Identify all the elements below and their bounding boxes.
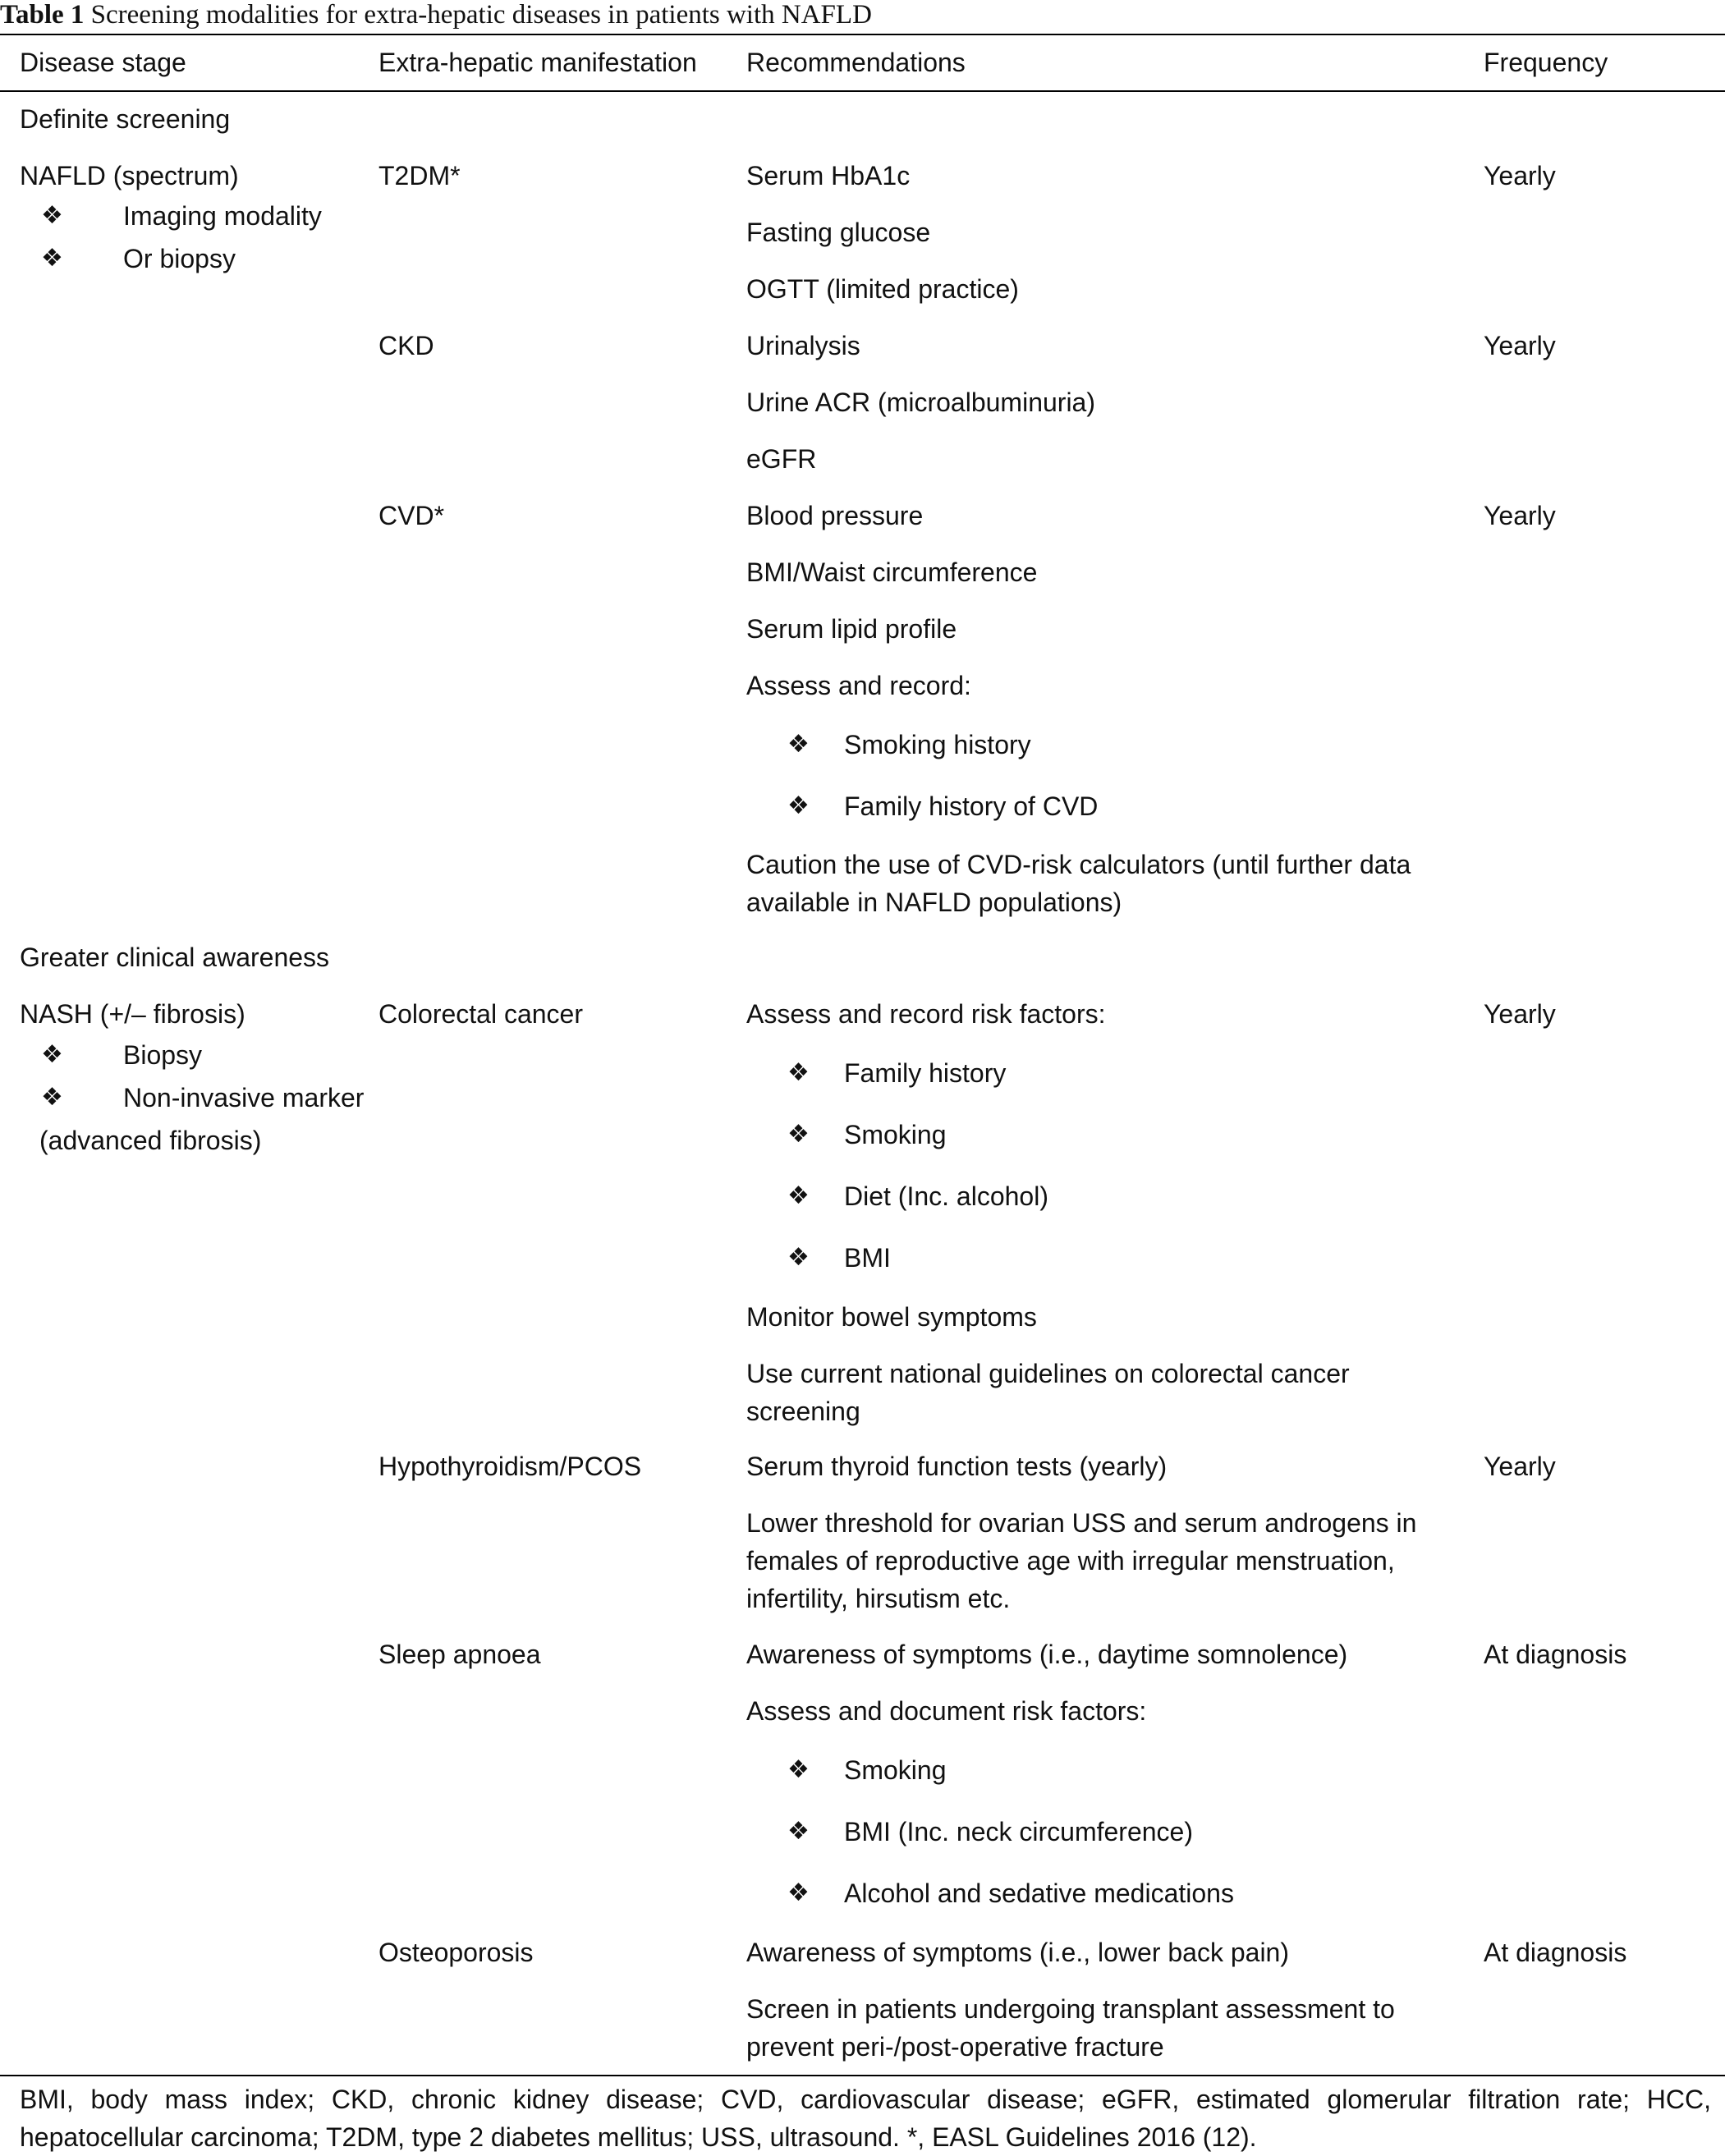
bullet-icon: ❖ xyxy=(787,791,810,820)
frequency-cell: At diagnosis xyxy=(1484,1938,1627,1967)
disease-stage-bullet: Non-invasive marker xyxy=(123,1083,365,1112)
recommendation-item: Awareness of symptoms (i.e., lower back pain) xyxy=(746,1938,1289,1967)
recommendation-item: Lower threshold for ovarian USS and serum androgens in females of reproductive age with irregular menstruation, infertility, hirsutism etc. xyxy=(746,1508,1417,1613)
manifestation-cell: CVD* xyxy=(378,501,445,530)
recommendation-item: Serum thyroid function tests (yearly) xyxy=(746,1452,1168,1481)
table-caption xyxy=(0,0,872,30)
bullet-icon: ❖ xyxy=(41,201,63,230)
bullet-icon: ❖ xyxy=(41,244,63,273)
column-header-disease-stage: Disease stage xyxy=(20,48,186,77)
recommendation-item: Fasting glucose xyxy=(746,218,931,247)
recommendation-item: Use current national guidelines on colorectal cancer screening xyxy=(746,1359,1350,1426)
bottom-rule xyxy=(0,2075,1725,2076)
manifestation-cell: CKD xyxy=(378,331,434,360)
recommendation-item: Caution the use of CVD-risk calculators (until further data available in NAFLD populations) xyxy=(746,850,1411,917)
recommendation-bullet: Family history of CVD xyxy=(844,791,1099,821)
disease-stage-note: (advanced fibrosis) xyxy=(39,1126,262,1155)
recommendation-item: Assess and record risk factors: xyxy=(746,999,1106,1029)
column-header-frequency: Frequency xyxy=(1484,48,1608,77)
recommendation-bullet: Smoking history xyxy=(844,730,1031,759)
recommendation-item: eGFR xyxy=(746,444,817,474)
bullet-icon: ❖ xyxy=(41,1083,63,1112)
recommendation-item: Assess and document risk factors: xyxy=(746,1696,1147,1726)
recommendation-bullet: BMI (Inc. neck circumference) xyxy=(844,1817,1193,1846)
recommendation-bullet: BMI xyxy=(844,1243,891,1273)
disease-stage: NASH (+/– fibrosis) xyxy=(20,999,245,1029)
section-heading: Definite screening xyxy=(20,104,231,134)
disease-stage-bullet: Imaging modality xyxy=(123,201,322,231)
column-header-recommendations: Recommendations xyxy=(746,48,966,77)
bullet-icon: ❖ xyxy=(787,1755,810,1784)
recommendation-item: Urine ACR (microalbuminuria) xyxy=(746,388,1095,417)
bullet-icon: ❖ xyxy=(41,1040,63,1069)
manifestation-cell: T2DM* xyxy=(378,161,461,190)
bullet-icon: ❖ xyxy=(787,1120,810,1149)
frequency-cell: At diagnosis xyxy=(1484,1640,1627,1669)
frequency-cell: Yearly xyxy=(1484,501,1556,530)
section-heading: Greater clinical awareness xyxy=(20,943,330,972)
recommendation-bullet: Diet (Inc. alcohol) xyxy=(844,1181,1048,1211)
disease-stage-bullet: Or biopsy xyxy=(123,244,236,273)
table-label: Table 1 xyxy=(0,0,85,30)
bullet-icon: ❖ xyxy=(787,1181,810,1210)
manifestation-cell: Osteoporosis xyxy=(378,1938,534,1967)
recommendation-item: Serum lipid profile xyxy=(746,614,957,644)
frequency-cell: Yearly xyxy=(1484,999,1556,1029)
top-rule xyxy=(0,34,1725,35)
frequency-cell: Yearly xyxy=(1484,1452,1556,1481)
recommendation-item: BMI/Waist circumference xyxy=(746,557,1038,587)
recommendation-bullet: Alcohol and sedative medications xyxy=(844,1878,1234,1908)
disease-stage-bullet: Biopsy xyxy=(123,1040,203,1070)
manifestation-cell: Hypothyroidism/PCOS xyxy=(378,1452,642,1481)
frequency-cell: Yearly xyxy=(1484,331,1556,360)
bullet-icon: ❖ xyxy=(787,1058,810,1087)
recommendation-bullet: Smoking xyxy=(844,1755,947,1785)
frequency-cell: Yearly xyxy=(1484,161,1556,190)
bullet-icon: ❖ xyxy=(787,1817,810,1846)
table-title: Screening modalities for extra-hepatic diseases in patients with NAFLD xyxy=(90,0,872,30)
recommendation-item: Urinalysis xyxy=(746,331,860,360)
recommendation-item: Serum HbA1c xyxy=(746,161,911,190)
bullet-icon: ❖ xyxy=(787,1243,810,1272)
recommendation-item: Assess and record: xyxy=(746,671,971,700)
bullet-icon: ❖ xyxy=(787,730,810,759)
bullet-icon: ❖ xyxy=(787,1878,810,1907)
disease-stage: NAFLD (spectrum) xyxy=(20,161,239,190)
column-header-manifestation: Extra-hepatic manifestation xyxy=(378,48,697,77)
manifestation-cell: Colorectal cancer xyxy=(378,999,583,1029)
recommendation-bullet: Smoking xyxy=(844,1120,947,1149)
manifestation-cell: Sleep apnoea xyxy=(378,1640,541,1669)
recommendation-item: Awareness of symptoms (i.e., daytime somnolence) xyxy=(746,1640,1348,1669)
recommendation-bullet: Family history xyxy=(844,1058,1007,1088)
recommendation-item: OGTT (limited practice) xyxy=(746,274,1019,304)
recommendation-item: Monitor bowel symptoms xyxy=(746,1302,1037,1332)
header-rule xyxy=(0,90,1725,92)
recommendation-item: Blood pressure xyxy=(746,501,924,530)
recommendation-item: Screen in patients undergoing transplant assessment to prevent peri-/post-operative fracture xyxy=(746,1994,1395,2062)
table-footnote: BMI, body mass index; CKD, chronic kidney disease; CVD, cardiovascular disease; eGFR, estimated glomerular filtration rate; HCC, hepatocellular carcinoma; T2DM, type 2 diabetes mellitus; USS, ultrasound. *, EASL Guidelines 2016 (12). xyxy=(20,2085,1711,2152)
